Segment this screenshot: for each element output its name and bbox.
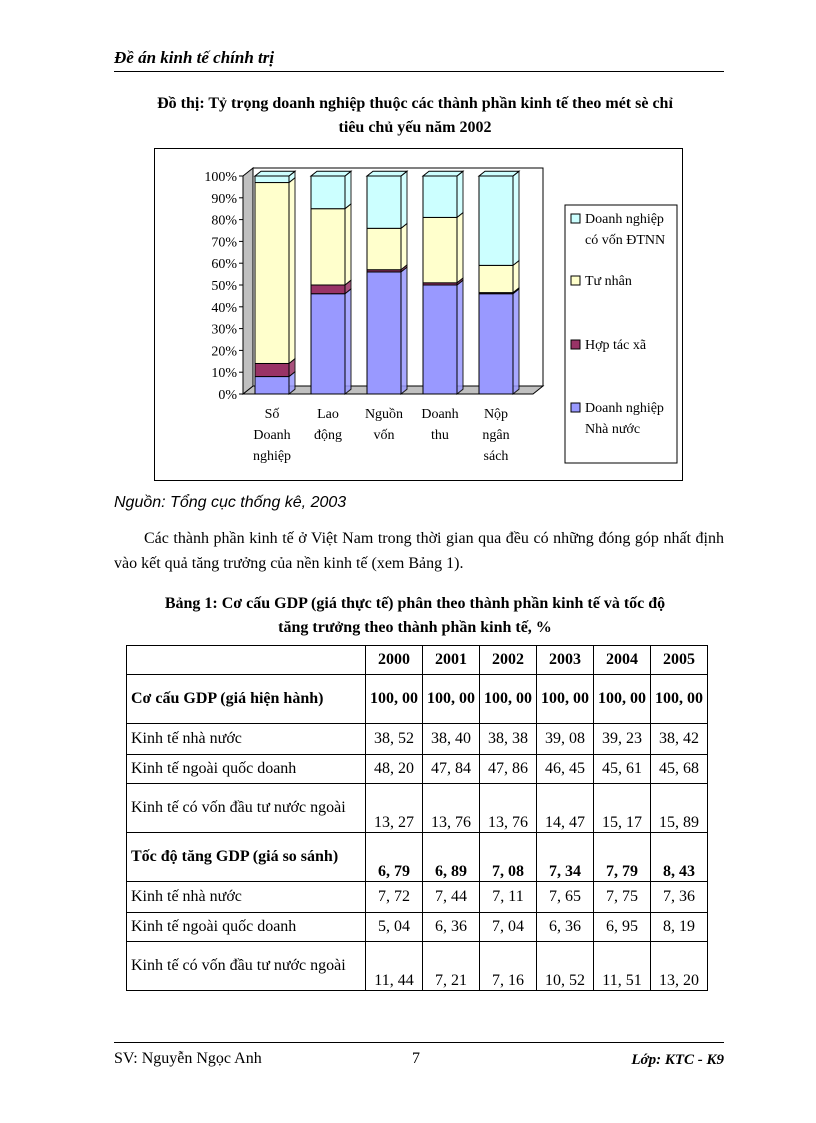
bar-top: [367, 171, 407, 176]
chart-title-line-2: tiêu chủ yếu năm 2002: [338, 119, 492, 136]
legend-label: Tư nhân: [585, 274, 632, 289]
bar-segment: [367, 176, 401, 228]
header-divider: [114, 71, 724, 72]
table-cell: 7, 34: [537, 833, 594, 882]
source-note: Nguồn: Tổng cục thống kê, 2003: [114, 494, 347, 511]
x-category-label: Số: [264, 407, 280, 422]
table-cell: 15, 89: [651, 784, 708, 833]
row-label: Kinh tế có vốn đầu tư nước ngoài: [127, 784, 366, 833]
legend-swatch: [571, 214, 580, 223]
table-cell: 6, 89: [423, 833, 480, 882]
row-label: Kinh tế ngoài quốc doanh: [127, 913, 366, 942]
year-header: 2001: [423, 646, 480, 675]
table-cell: 100, 00: [423, 675, 480, 724]
legend-swatch: [571, 276, 580, 285]
x-category-label: vốn: [373, 428, 395, 443]
y-tick-label: 0%: [218, 388, 237, 403]
table-cell: 38, 42: [651, 724, 708, 755]
bar-segment: [311, 209, 345, 285]
bar-segment-side: [457, 171, 463, 217]
legend-label: Doanh nghiệp: [585, 401, 664, 416]
table-cell: 39, 23: [594, 724, 651, 755]
table-cell: 100, 00: [480, 675, 537, 724]
row-label: Kinh tế nhà nước: [127, 724, 366, 755]
table-row: [127, 833, 708, 882]
year-header: 2002: [480, 646, 537, 675]
legend-label: có vốn ĐTNN: [585, 233, 666, 248]
table-cell: 45, 61: [594, 755, 651, 784]
table-cell: 8, 43: [651, 833, 708, 882]
table-cell: 6, 36: [423, 913, 480, 942]
y-tick-label: 70%: [211, 235, 237, 251]
table-cell: 7, 79: [594, 833, 651, 882]
bar-segment: [423, 285, 457, 394]
table-cell: 7, 75: [594, 882, 651, 913]
table-cell: 7, 16: [480, 942, 537, 991]
table-row: [127, 755, 708, 784]
table-cell: 6, 36: [537, 913, 594, 942]
table-cell: 6, 95: [594, 913, 651, 942]
bar-segment: [255, 363, 289, 376]
bar-segment-side: [345, 204, 351, 285]
chart-canvas: [155, 149, 682, 480]
year-header: 2005: [651, 646, 708, 675]
table-row: [127, 942, 708, 991]
chart-title-line-1: Đồ thị: Tỷ trọng doanh nghiệp thuộc các thành phần kinh tế theo mét sè chỉ: [157, 95, 673, 112]
bar-top: [423, 171, 463, 176]
table-cell: 5, 04: [366, 913, 423, 942]
bar-top: [479, 171, 519, 176]
bar-top: [311, 171, 351, 176]
year-header: 2000: [366, 646, 423, 675]
table-cell: 100, 00: [366, 675, 423, 724]
x-category-label: nghiệp: [252, 449, 292, 464]
table-cell: 6, 79: [366, 833, 423, 882]
table-cell: 45, 68: [651, 755, 708, 784]
y-tick-label: 50%: [211, 279, 237, 294]
table-cell: 7, 21: [423, 942, 480, 991]
gdp-structure-table: [126, 645, 708, 991]
bar-segment-side: [401, 171, 407, 228]
x-category-label: Doanh: [421, 407, 459, 422]
footer-divider: [114, 1042, 724, 1043]
table-cell: 100, 00: [651, 675, 708, 724]
table-cell: 46, 45: [537, 755, 594, 784]
year-header: 2003: [537, 646, 594, 675]
x-category-label: Doanh: [253, 428, 291, 443]
table-cell: 7, 08: [480, 833, 537, 882]
bar-segment: [311, 176, 345, 209]
table-corner-cell: [127, 646, 366, 675]
bar-segment-side: [457, 213, 463, 283]
table-cell: 100, 00: [537, 675, 594, 724]
chart-title: [100, 92, 730, 140]
row-label: Kinh tế ngoài quốc doanh: [127, 755, 366, 784]
y-tick-label: 30%: [211, 322, 237, 338]
table-cell: 7, 11: [480, 882, 537, 913]
bar-segment-side: [513, 289, 519, 394]
table-row: [127, 882, 708, 913]
x-category-label: Lao: [317, 407, 339, 422]
row-label: Kinh tế có vốn đầu tư nước ngoài: [127, 942, 366, 991]
table-cell: 11, 51: [594, 942, 651, 991]
bar-segment-side: [513, 261, 519, 293]
x-category-label: động: [314, 428, 342, 443]
bar-segment: [367, 228, 401, 269]
table-cell: 15, 17: [594, 784, 651, 833]
y-tick-label: 20%: [211, 344, 237, 360]
table-cell: 13, 76: [423, 784, 480, 833]
table-cell: 11, 44: [366, 942, 423, 991]
bar-segment: [255, 377, 289, 394]
legend-swatch: [571, 403, 580, 412]
table-cell: 39, 08: [537, 724, 594, 755]
year-header: 2004: [594, 646, 651, 675]
stacked-bar-chart: [154, 148, 683, 481]
table-cell: 47, 84: [423, 755, 480, 784]
legend-label: Nhà nước: [585, 422, 641, 437]
bar-segment: [311, 294, 345, 394]
table-title-line-2: tăng trưởng theo thành phần kinh tế, %: [278, 619, 552, 636]
x-category-label: thu: [431, 428, 449, 443]
table-row: [127, 724, 708, 755]
bar-segment: [255, 176, 289, 183]
table-cell: 7, 44: [423, 882, 480, 913]
x-category-label: Nguồn: [364, 407, 404, 422]
bar-segment-side: [289, 178, 295, 364]
bar-segment-side: [401, 224, 407, 270]
bar-segment: [311, 285, 345, 294]
legend-swatch: [571, 340, 580, 349]
legend-label: Doanh nghiệp: [585, 212, 664, 227]
table-row: [127, 675, 708, 724]
table-title: [100, 592, 730, 640]
row-label: Tốc độ tăng GDP (giá so sánh): [127, 833, 366, 882]
bar-segment-side: [345, 171, 351, 209]
table-cell: 10, 52: [537, 942, 594, 991]
bar-segment: [479, 176, 513, 265]
bar-segment-side: [401, 267, 407, 394]
bar-segment: [479, 265, 513, 292]
table-row: [127, 784, 708, 833]
bar-segment-side: [513, 171, 519, 265]
table-row: [127, 913, 708, 942]
table-cell: 7, 65: [537, 882, 594, 913]
x-category-label: ngân: [482, 428, 510, 443]
table-cell: 100, 00: [594, 675, 651, 724]
table-cell: 38, 40: [423, 724, 480, 755]
row-label: Kinh tế nhà nước: [127, 882, 366, 913]
page-number: 7: [412, 1050, 420, 1067]
table-cell: 13, 76: [480, 784, 537, 833]
y-tick-label: 90%: [211, 191, 237, 207]
document-header: Đề án kinh tế chính trị: [114, 48, 275, 67]
table-cell: 7, 04: [480, 913, 537, 942]
table-cell: 7, 72: [366, 882, 423, 913]
table-title-line-1: Bảng 1: Cơ cấu GDP (giá thực tế) phân theo thành phần kinh tế và tốc độ: [164, 595, 666, 612]
bar-top: [255, 171, 295, 176]
bar-segment-side: [457, 280, 463, 394]
bar-segment: [423, 217, 457, 282]
bar-segment: [479, 294, 513, 394]
row-label: Cơ cấu GDP (giá hiện hành): [127, 675, 366, 724]
chart-side-wall: [243, 168, 253, 394]
bar-segment: [367, 272, 401, 394]
table-cell: 38, 38: [480, 724, 537, 755]
x-category-label: sách: [483, 449, 509, 464]
table-header-row: [127, 646, 708, 675]
footer-class: Lớp: KTC - K9: [631, 1052, 724, 1068]
table-cell: 13, 20: [651, 942, 708, 991]
footer-student: SV: Nguyễn Ngọc Anh: [114, 1050, 262, 1067]
y-tick-label: 100%: [204, 170, 237, 185]
table-cell: 13, 27: [366, 784, 423, 833]
table-cell: 14, 47: [537, 784, 594, 833]
x-category-label: Nộp: [483, 407, 509, 422]
y-tick-label: 10%: [211, 366, 237, 382]
body-paragraph: Các thành phần kinh tế ở Việt Nam trong thời gian qua đều có những đóng góp nhất định vào kết quả tăng trưởng của nền kinh tế (xem Bảng 1).: [114, 530, 724, 572]
bar-segment: [255, 183, 289, 364]
y-tick-label: 60%: [211, 257, 237, 273]
table-cell: 38, 52: [366, 724, 423, 755]
y-tick-label: 80%: [211, 213, 237, 229]
bar-segment: [423, 176, 457, 217]
bar-segment-side: [345, 289, 351, 394]
table-cell: 7, 36: [651, 882, 708, 913]
legend-label: Hợp tác xã: [585, 338, 647, 353]
table-cell: 47, 86: [480, 755, 537, 784]
y-tick-label: 40%: [211, 300, 237, 316]
table-cell: 48, 20: [366, 755, 423, 784]
table-cell: 8, 19: [651, 913, 708, 942]
